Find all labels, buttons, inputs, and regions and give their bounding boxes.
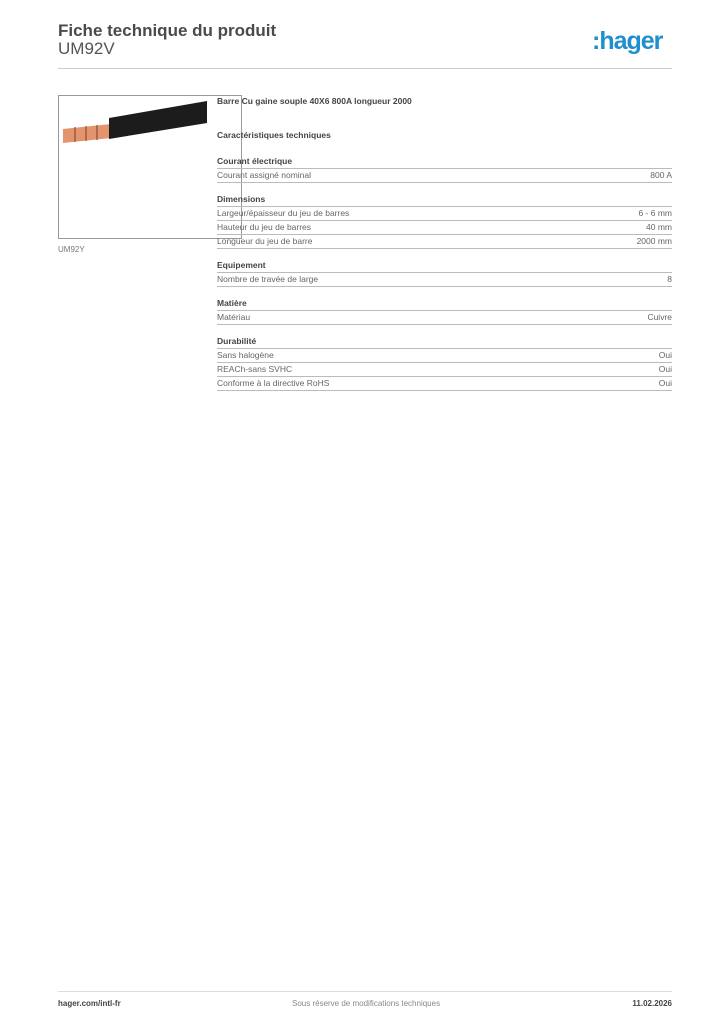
spec-value: Oui: [658, 350, 672, 360]
spec-label: Courant assigné nominal: [217, 170, 312, 180]
product-code: UM92V: [58, 39, 115, 58]
spec-group: [217, 336, 672, 391]
spec-label: Nombre de travée de large: [217, 274, 319, 284]
spec-value: 40 mm: [646, 222, 672, 232]
spec-value: 8: [667, 274, 672, 284]
footer-divider: [58, 991, 672, 992]
image-caption: UM92Y: [58, 245, 85, 254]
spec-row: [217, 311, 672, 325]
spec-content: [217, 96, 672, 402]
header-divider: [58, 68, 672, 69]
spec-value: Cuivre: [647, 312, 672, 322]
group-heading: Courant électrique: [217, 156, 672, 169]
spec-label: Longueur du jeu de barre: [217, 236, 313, 246]
spec-group: [217, 194, 672, 249]
group-heading: Equipement: [217, 260, 672, 273]
spec-group: [217, 298, 672, 325]
spec-row: [217, 273, 672, 287]
spec-value: 2000 mm: [636, 236, 672, 246]
copper-busbar-icon: [59, 96, 241, 238]
spec-row: [217, 207, 672, 221]
section-title: Caractéristiques techniques: [217, 130, 331, 140]
spec-label: Hauteur du jeu de barres: [217, 222, 312, 232]
spec-row: [217, 169, 672, 183]
spec-row: [217, 221, 672, 235]
spec-row: [217, 349, 672, 363]
spec-label: Conforme à la directive RoHS: [217, 378, 330, 388]
product-description: Barre Cu gaine souple 40X6 800A longueur 2000: [217, 96, 412, 106]
footer-disclaimer: Sous réserve de modifications techniques: [292, 999, 441, 1008]
footer-website-link[interactable]: hager.com/intl-fr: [58, 999, 121, 1008]
spec-row: [217, 235, 672, 249]
spec-row: [217, 363, 672, 377]
page-title: Fiche technique du produit: [58, 21, 277, 40]
spec-row: [217, 377, 672, 391]
spec-value: Oui: [658, 378, 672, 388]
footer-date: 11.02.2026: [632, 999, 672, 1008]
product-image: [58, 95, 242, 239]
spec-label: Sans halogène: [217, 350, 274, 360]
spec-value: Oui: [658, 364, 672, 374]
spec-label: REACh-sans SVHC: [217, 364, 293, 374]
spec-value: 800 A: [650, 170, 672, 180]
hager-logo: :hager: [592, 27, 663, 55]
group-heading: Dimensions: [217, 194, 672, 207]
group-heading: Matière: [217, 298, 672, 311]
spec-group: [217, 156, 672, 183]
spec-label: Largeur/épaisseur du jeu de barres: [217, 208, 350, 218]
spec-label: Matériau: [217, 312, 251, 322]
spec-value: 6 - 6 mm: [638, 208, 672, 218]
spec-group: [217, 260, 672, 287]
group-heading: Durabilité: [217, 336, 672, 349]
